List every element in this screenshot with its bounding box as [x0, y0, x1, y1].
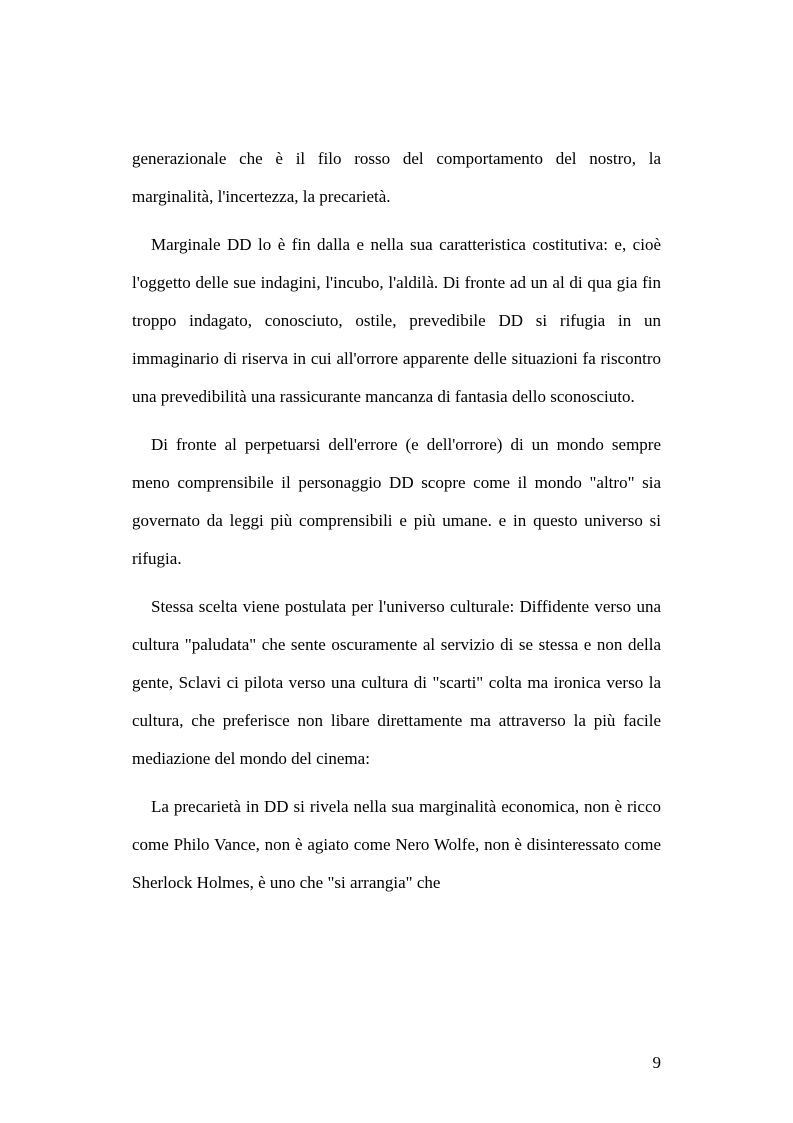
- paragraph-precarieta: La precarietà in DD si rivela nella sua marginalità economica, non è ricco come Philo Vance, non è agiato come Nero Wolfe, non è disinteressato come Sherlock Holmes, è uno che "si arrangia" che: [132, 797, 661, 892]
- paragraph-marginale: Marginale DD lo è fin dalla e nella sua caratteristica costitutiva: e, cioè l'oggetto delle sue indagini, l'incubo, l'aldilà. Di fronte ad un al di qua gia fin troppo indagato, conosciuto, ostile, prevedibile DD si rifugia in un immaginario di riserva in cui all'orrore apparente delle situazioni fa riscontro una prevedibilità una rassicurante mancanza di fantasia dello sconosciuto.: [132, 235, 661, 406]
- page-number: 9: [652, 1053, 661, 1072]
- paragraph-di-fronte: Di fronte al perpetuarsi dell'errore (e dell'orrore) di un mondo sempre meno comprensibile il personaggio DD scopre come il mondo "altro" sia governato da leggi più comprensibili e più umane. e in questo universo si rifugia.: [132, 435, 661, 568]
- body-text: [132, 140, 661, 912]
- paragraph-continued: generazionale che è il filo rosso del comportamento del nostro, la marginalità, l'incertezza, la precarietà.: [132, 149, 661, 206]
- paragraph-stessa-scelta: Stessa scelta viene postulata per l'universo culturale: Diffidente verso una cultura "paludata" che sente oscuramente al servizio di se stessa e non della gente, Sclavi ci pilota verso una cultura di "scarti" colta ma ironica verso la cultura, che preferisce non libare direttamente ma attraverso la più facile mediazione del mondo del cinema:: [132, 597, 661, 768]
